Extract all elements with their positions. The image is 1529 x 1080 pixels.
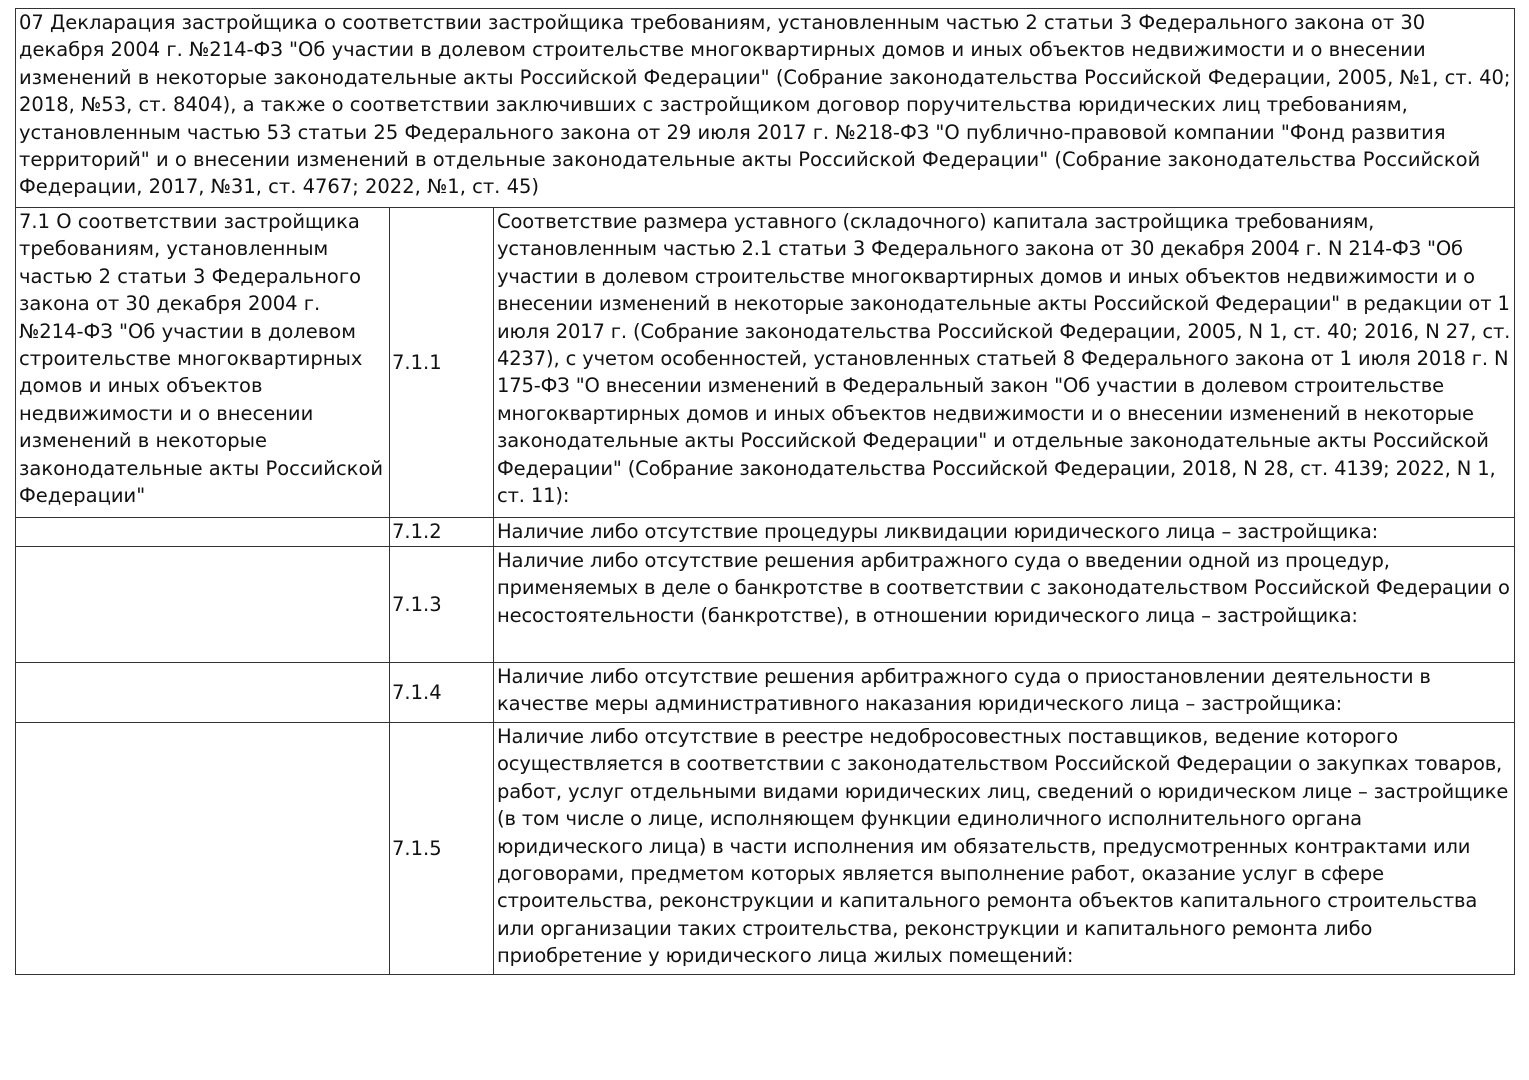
table-row <box>16 723 1515 975</box>
group-label <box>16 547 390 663</box>
item-number: 7.1.2 <box>390 518 494 547</box>
declaration-table <box>15 8 1515 975</box>
item-text: Наличие либо отсутствие процедуры ликвидации юридического лица – застройщика: <box>494 518 1515 547</box>
section-header: 07 Декларация застройщика о соответствии застройщика требованиям, установленным частью 2 статьи 3 Федерального закона от 30 декабря 2004 г. №214-ФЗ "Об участии в долевом строительстве многоквартирных домов и иных объектов недвижимости и о внесении изменений в некоторые законодательные акты Российской Федерации" (Собрание законодательства Российской Федерации, 2005, №1, ст. 40; 2018, №53, ст. 8404), а также о соответствии заключивших с застройщиком договор поручительства юридических лиц требованиям, установленным частью 53 статьи 25 Федерального закона от 29 июля 2017 г. №218-ФЗ "О публично-правовой компании "Фонд развития территорий" и о внесении изменений в отдельные законодательные акты Российской Федерации" (Собрание законодательства Российской Федерации, 2017, №31, ст. 4767; 2022, №1, ст. 45) <box>16 9 1515 208</box>
item-number: 7.1.4 <box>390 663 494 723</box>
table-row <box>16 518 1515 547</box>
item-text: Соответствие размера уставного (складочного) капитала застройщика требованиям, установленным частью 2.1 статьи 3 Федерального закона от 30 декабря 2004 г. N 214-ФЗ "Об участии в долевом строительстве многоквартирных домов и иных объектов недвижимости и о внесении изменений в некоторые законодательные акты Российской Федерации" в редакции от 1 июля 2017 г. (Собрание законодательства Российской Федерации, 2005, N 1, ст. 40; 2016, N 27, ст. 4237), с учетом особенностей, установленных статьей 8 Федерального закона от 1 июля 2018 г. N 175-ФЗ "О внесении изменений в Федеральный закон "Об участии в долевом строительстве многоквартирных домов и иных объектов недвижимости и о внесении изменений в некоторые законодательные акты Российской Федерации" и отдельные законодательные акты Российской Федерации" (Собрание законодательства Российской Федерации, 2018, N 28, ст. 4139; 2022, N 1, ст. 11): <box>494 208 1515 518</box>
item-text: Наличие либо отсутствие решения арбитражного суда о введении одной из процедур, применяемых в деле о банкротстве в соответствии с законодательством Российской Федерации о несостоятельности (банкротстве), в отношении юридического лица – застройщика: <box>494 547 1515 663</box>
group-label: 7.1 О соответствии застройщика требованиям, установленным частью 2 статьи 3 Федерального закона от 30 декабря 2004 г. №214-ФЗ "Об участии в долевом строительстве многоквартирных домов и иных объектов недвижимости и о внесении изменений в некоторые законодательные акты Российской Федерации" <box>16 208 390 518</box>
table-row <box>16 547 1515 663</box>
table-row <box>16 663 1515 723</box>
item-number: 7.1.1 <box>390 208 494 518</box>
item-number: 7.1.3 <box>390 547 494 663</box>
item-text: Наличие либо отсутствие решения арбитражного суда о приостановлении деятельности в качестве меры административного наказания юридического лица – застройщика: <box>494 663 1515 723</box>
item-text: Наличие либо отсутствие в реестре недобросовестных поставщиков, ведение которого осуществляется в соответствии с законодательством Российской Федерации о закупках товаров, работ, услуг отдельными видами юридических лиц, сведений о юридическом лице – застройщике (в том числе о лице, исполняющем функции единоличного исполнительного органа юридического лица) в части исполнения им обязательств, предусмотренных контрактами или договорами, предметом которых является выполнение работ, оказание услуг в сфере строительства, реконструкции и капитального ремонта объектов капитального строительства или организации таких строительства, реконструкции и капитального ремонта либо приобретение у юридического лица жилых помещений: <box>494 723 1515 975</box>
group-label <box>16 723 390 975</box>
item-number: 7.1.5 <box>390 723 494 975</box>
group-label <box>16 518 390 547</box>
section-header-row <box>16 9 1515 208</box>
table-row <box>16 208 1515 518</box>
group-label <box>16 663 390 723</box>
